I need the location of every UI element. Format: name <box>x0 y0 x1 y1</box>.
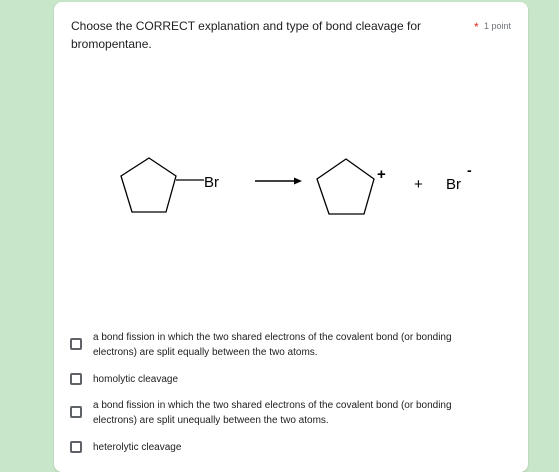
checkbox[interactable] <box>70 441 82 453</box>
bromide-charge: - <box>467 162 472 178</box>
bromine-label: Br <box>204 174 219 191</box>
reaction-scheme-image <box>54 142 528 232</box>
required-asterisk: * <box>474 20 479 34</box>
question-card <box>54 2 528 472</box>
points-label: 1 point <box>484 21 512 31</box>
cation-charge: + <box>377 166 386 183</box>
question-text: Choose the CORRECT explanation and type of bond cleavage for bromopentane. <box>71 19 421 51</box>
reaction-arrow <box>255 178 302 185</box>
option-equal-split[interactable] <box>70 330 493 360</box>
option-label: homolytic cleavage <box>93 374 179 385</box>
option-label: heterolytic cleavage <box>93 442 182 453</box>
option-heterolytic[interactable] <box>70 440 493 455</box>
pentane-ring <box>121 158 176 212</box>
bromide-label: Br <box>446 176 461 193</box>
checkbox[interactable] <box>70 338 82 350</box>
option-unequal-split[interactable] <box>70 398 493 428</box>
option-label: a bond fission in which the two shared electrons of the covalent bond (or bonding electrons) are split equally between the two atoms. <box>93 332 452 358</box>
cation-ring <box>317 159 374 214</box>
option-homolytic[interactable] <box>70 372 493 387</box>
option-label: a bond fission in which the two shared electrons of the covalent bond (or bonding electrons) are split unequally between the two atoms. <box>93 400 452 426</box>
checkbox[interactable] <box>70 406 82 418</box>
checkbox[interactable] <box>70 373 82 385</box>
plus-sign: + <box>414 176 423 193</box>
